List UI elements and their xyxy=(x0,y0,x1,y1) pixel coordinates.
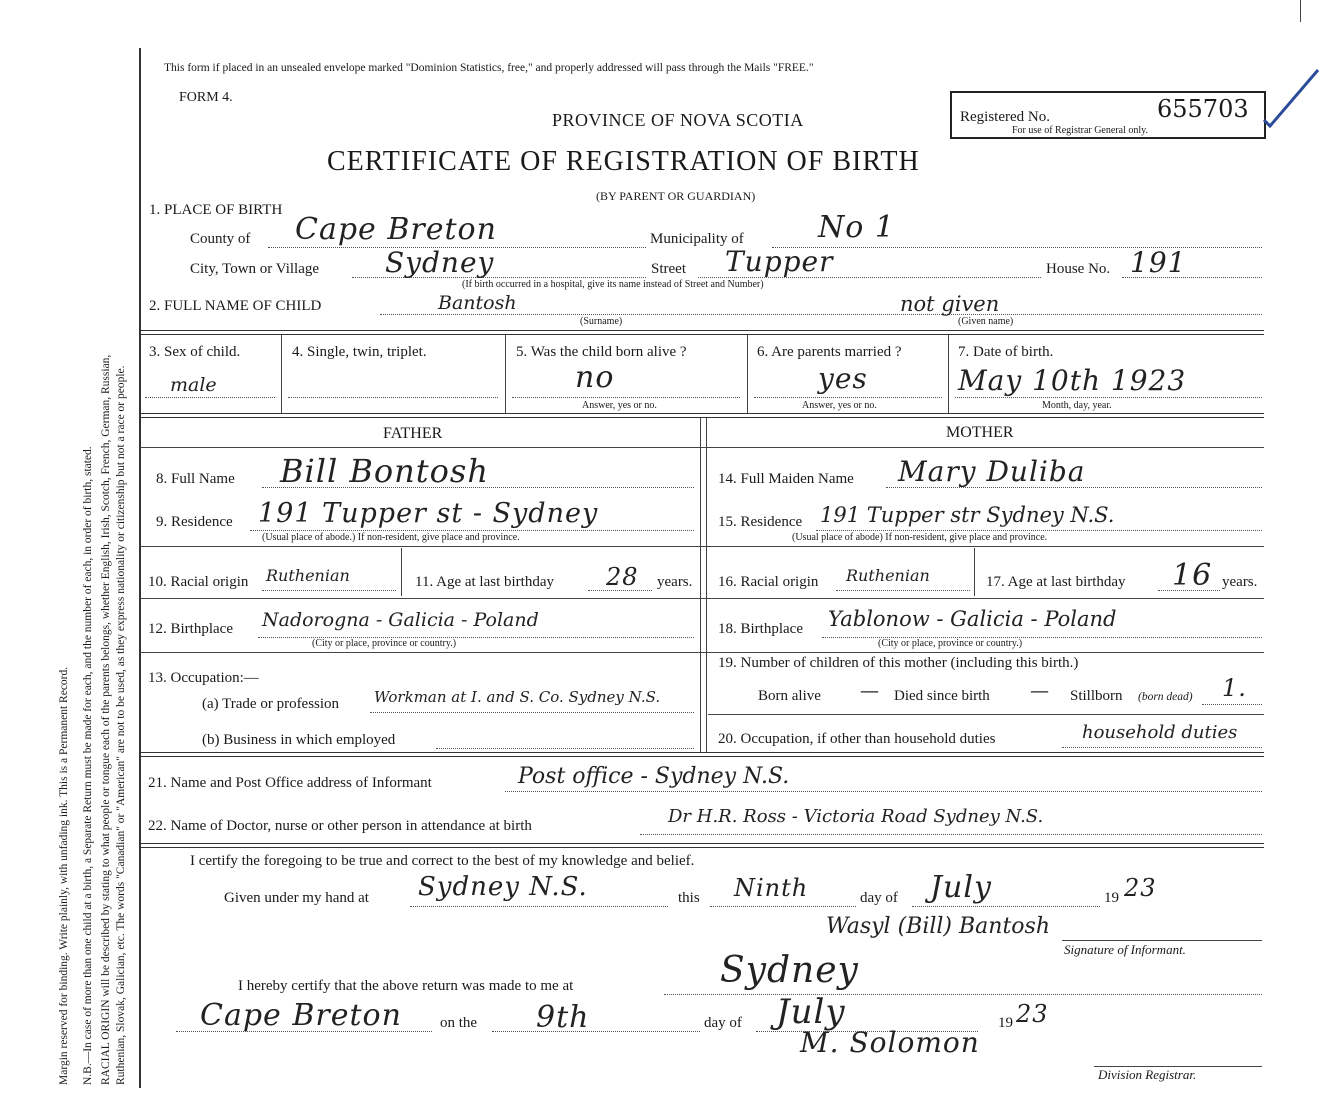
section-divider-1 xyxy=(140,330,1264,335)
city-label: City, Town or Village xyxy=(190,261,320,277)
form-number: FORM 4. xyxy=(179,90,233,105)
mother-residence-value[interactable]: 191 Tupper str Sydney N.S. xyxy=(820,503,1115,527)
registered-number: 655703 xyxy=(1157,95,1249,123)
field-line xyxy=(436,748,694,749)
col-divider xyxy=(948,335,949,413)
place-of-birth-label: 1. PLACE OF BIRTH xyxy=(149,202,283,218)
mother-age-value[interactable]: 16 xyxy=(1172,558,1213,593)
stillborn-note: (born dead) xyxy=(1138,691,1193,703)
given-place-value[interactable]: Sydney N.S. xyxy=(418,872,588,902)
father-residence-label: 9. Residence xyxy=(156,514,233,530)
father-heading: FATHER xyxy=(383,425,443,442)
signature-line xyxy=(1062,940,1262,941)
father-occupation-label: 13. Occupation:— xyxy=(148,670,259,686)
left-border xyxy=(139,48,141,1088)
registrar-year-value[interactable]: 23 xyxy=(1016,1000,1049,1028)
father-name-label: 8. Full Name xyxy=(156,471,235,487)
col-divider xyxy=(747,335,748,413)
day-of-label: day of xyxy=(860,890,898,906)
registrar-day-of-label: day of xyxy=(704,1015,742,1031)
registrar-county-value[interactable]: Cape Breton xyxy=(200,998,402,1033)
married-caption: Answer, yes or no. xyxy=(802,400,877,411)
mother-heading: MOTHER xyxy=(946,424,1014,441)
registrar-use-note: For use of Registrar General only. xyxy=(1012,125,1148,136)
field-line xyxy=(955,397,1262,398)
field-line xyxy=(145,397,275,398)
registered-box xyxy=(950,91,1266,139)
field-line xyxy=(288,397,498,398)
parent-divider xyxy=(706,418,707,753)
row-line xyxy=(140,652,1264,653)
child-surname-value[interactable]: Bantosh xyxy=(438,292,517,314)
parent-divider xyxy=(700,418,701,753)
married-label: 6. Are parents married ? xyxy=(757,344,902,360)
died-value[interactable]: — xyxy=(1030,680,1049,702)
sex-value[interactable]: male xyxy=(170,374,217,396)
father-trade-value[interactable]: Workman at I. and S. Co. Sydney N.S. xyxy=(374,688,661,706)
mother-birthplace-label: 18. Birthplace xyxy=(718,621,803,637)
registrar-line: I hereby certify that the above return was made to me at xyxy=(238,978,574,994)
registrar-month-value[interactable]: July xyxy=(776,992,846,1032)
registrar-place-value[interactable]: Sydney xyxy=(720,950,859,991)
division-registrar-caption: Division Registrar. xyxy=(1098,1067,1197,1082)
section-divider-3 xyxy=(140,752,1264,757)
mother-years-label: years. xyxy=(1222,574,1258,590)
given-label: Given under my hand at xyxy=(224,890,369,906)
day-value[interactable]: Ninth xyxy=(734,874,809,902)
house-label: House No. xyxy=(1046,261,1111,277)
father-residence-caption: (Usual place of abode.) If non-resident, give place and province. xyxy=(262,532,520,543)
col-divider xyxy=(505,335,506,413)
corner-mark xyxy=(1300,0,1301,22)
mother-residence-caption: (Usual place of abode) If non-resident, give place and province. xyxy=(792,532,1048,543)
given-caption: (Given name) xyxy=(958,316,1014,327)
field-line xyxy=(410,906,668,907)
this-label: this xyxy=(678,890,700,906)
municipality-value[interactable]: No 1 xyxy=(818,210,895,245)
mother-residence-label: 15. Residence xyxy=(718,514,803,530)
mother-birthplace-value[interactable]: Yablonow - Galicia - Poland xyxy=(828,607,1117,631)
house-value[interactable]: 191 xyxy=(1130,246,1187,279)
province-heading: PROVINCE OF NOVA SCOTIA xyxy=(552,110,804,130)
registered-label: Registered No. xyxy=(960,109,1050,125)
field-line xyxy=(1202,704,1262,705)
mother-birthplace-caption: (City or place, province or country.) xyxy=(878,638,1023,649)
alive-caption: Answer, yes or no. xyxy=(582,400,657,411)
mother-racial-value[interactable]: Ruthenian xyxy=(846,566,930,585)
mother-occupation-label: 20. Occupation, if other than household duties xyxy=(718,731,996,747)
father-residence-value[interactable]: 191 Tupper st - Sydney xyxy=(258,498,599,529)
surname-caption: (Surname) xyxy=(580,316,623,327)
died-label: Died since birth xyxy=(894,688,990,704)
municipality-line xyxy=(772,247,1262,248)
section-divider-2 xyxy=(140,413,1264,418)
multiple-label: 4. Single, twin, triplet. xyxy=(292,344,427,360)
registrar-signature: M. Solomon xyxy=(800,1026,980,1059)
mother-name-label: 14. Full Maiden Name xyxy=(718,471,854,487)
margin-note-1: Margin reserved for binding. Write plainly, with unfading ink. This is a Permanent Record. xyxy=(58,666,70,1085)
dob-value[interactable]: May 10th 1923 xyxy=(958,364,1187,397)
margin-note-2: N.B.—In case of more than one child at a birth, a Separate Return must be made for each, and the number of each, in order of birth, stated. xyxy=(82,446,94,1085)
section-divider-4 xyxy=(140,843,1264,848)
field-line xyxy=(710,906,856,907)
field-line xyxy=(836,590,970,591)
county-label: County of xyxy=(190,231,251,247)
col-divider xyxy=(281,335,282,413)
mother-children-label: 19. Number of children of this mother (including this birth.) xyxy=(718,655,1079,671)
dob-label: 7. Date of birth. xyxy=(958,344,1054,360)
mother-racial-label: 16. Racial origin xyxy=(718,574,819,590)
margin-note-3: RACIAL ORIGIN will be described by stating to what people or tongue each of the parents belongs, whether English, Irish, Scotch, French, German, Russian, xyxy=(100,354,112,1085)
father-years-label: years. xyxy=(657,574,693,590)
col-divider xyxy=(974,548,975,596)
month-value[interactable]: July xyxy=(930,870,992,905)
field-line xyxy=(492,1031,700,1032)
row-line xyxy=(140,546,1264,547)
row-line xyxy=(140,447,1264,448)
county-value[interactable]: Cape Breton xyxy=(295,212,497,247)
informant-signature: Wasyl (Bill) Bantosh xyxy=(826,914,1050,939)
alive-value[interactable]: no xyxy=(575,360,615,395)
field-line xyxy=(664,994,1262,995)
born-alive-value[interactable]: — xyxy=(860,680,879,702)
street-label: Street xyxy=(651,261,686,277)
child-name-label: 2. FULL NAME OF CHILD xyxy=(149,298,322,314)
father-birthplace-caption: (City or place, province or country.) xyxy=(312,638,457,649)
field-line xyxy=(912,906,1100,907)
field-line xyxy=(816,530,1262,531)
alive-label: 5. Was the child born alive ? xyxy=(516,344,687,360)
certify-line: I certify the foregoing to be true and correct to the best of my knowledge and belief. xyxy=(190,853,695,869)
field-line xyxy=(250,530,694,531)
stillborn-label: Stillborn xyxy=(1070,688,1123,704)
doctor-value[interactable]: Dr H.R. Ross - Victoria Road Sydney N.S. xyxy=(668,806,1044,827)
married-value[interactable]: yes xyxy=(818,362,868,395)
margin-note-4: Ruthenian, Slovak, Galician, etc. The words "Canadian" or "American" are not to be used, as they express nationality or citizenship but not a race or people. xyxy=(115,365,127,1085)
registrar-year-prefix: 19 xyxy=(998,1015,1013,1031)
father-business-label: (b) Business in which employed xyxy=(202,732,396,748)
year-value[interactable]: 23 xyxy=(1124,874,1157,902)
dob-caption: Month, day, year. xyxy=(1042,400,1112,411)
check-mark-icon xyxy=(1262,62,1320,132)
field-line xyxy=(262,590,396,591)
page-subtitle: (BY PARENT OR GUARDIAN) xyxy=(596,189,756,203)
city-value[interactable]: Sydney xyxy=(385,246,495,279)
informant-value[interactable]: Post office - Sydney N.S. xyxy=(518,764,790,789)
father-birthplace-label: 12. Birthplace xyxy=(148,621,233,637)
child-given-value[interactable]: not given xyxy=(900,292,1000,316)
mail-notice: This form if placed in an unsealed envelope marked "Dominion Statistics, free," and properly addressed will pass through the Mails "FREE." xyxy=(164,62,814,74)
municipality-label: Municipality of xyxy=(650,231,744,247)
field-line xyxy=(754,397,942,398)
informant-signature-caption: Signature of Informant. xyxy=(1064,942,1186,957)
father-name-value[interactable]: Bill Bontosh xyxy=(280,452,489,490)
year-prefix: 19 xyxy=(1104,890,1119,906)
sex-label: 3. Sex of child. xyxy=(149,344,241,360)
father-trade-label: (a) Trade or profession xyxy=(202,696,340,712)
field-line xyxy=(505,791,1262,792)
born-alive-label: Born alive xyxy=(758,688,821,704)
father-racial-value[interactable]: Ruthenian xyxy=(266,566,350,585)
father-racial-label: 10. Racial origin xyxy=(148,574,249,590)
doctor-label: 22. Name of Doctor, nurse or other person in attendance at birth xyxy=(148,818,532,834)
field-line xyxy=(512,397,740,398)
child-name-line xyxy=(380,314,1262,315)
on-the-label: on the xyxy=(440,1015,478,1031)
father-age-label: 11. Age at last birthday xyxy=(415,574,554,590)
father-birthplace-value[interactable]: Nadorogna - Galicia - Poland xyxy=(262,609,539,631)
mother-age-label: 17. Age at last birthday xyxy=(986,574,1126,590)
page-title: CERTIFICATE OF REGISTRATION OF BIRTH xyxy=(327,146,920,177)
registrar-day-value[interactable]: 9th xyxy=(536,1000,590,1035)
mother-name-value[interactable]: Mary Duliba xyxy=(898,455,1086,488)
street-value[interactable]: Tupper xyxy=(725,245,834,278)
father-age-value[interactable]: 28 xyxy=(606,563,639,591)
informant-label: 21. Name and Post Office address of Informant xyxy=(148,775,432,791)
hospital-note: (If birth occurred in a hospital, give its name instead of Street and Number) xyxy=(462,279,764,290)
field-line xyxy=(1062,747,1262,748)
row-line xyxy=(140,598,1264,599)
field-line xyxy=(640,834,1262,835)
mother-occupation-value[interactable]: household duties xyxy=(1082,722,1238,743)
col-divider xyxy=(401,548,402,596)
row-line xyxy=(708,714,1264,715)
field-line xyxy=(370,712,694,713)
stillborn-value[interactable]: 1. xyxy=(1222,674,1247,702)
